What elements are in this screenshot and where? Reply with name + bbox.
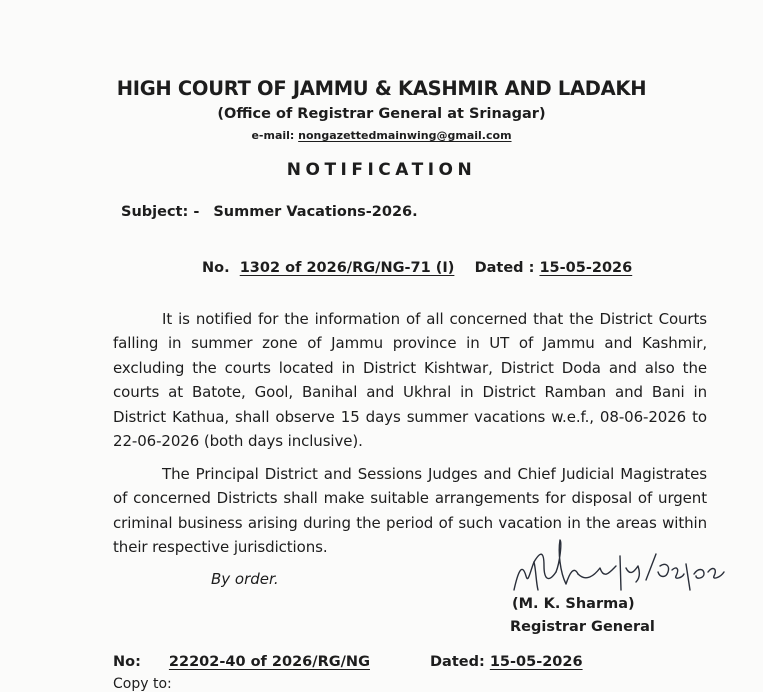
copy-to-label: Copy to: [113, 676, 172, 692]
subject-line [121, 204, 418, 220]
email-label: e-mail: [251, 129, 295, 142]
footer-dated-label: Dated: [430, 654, 485, 670]
subject-label: Subject: - [121, 204, 200, 220]
footer-date-line [430, 654, 583, 670]
footer-no-value: 22202-40 of 2026/RG/NG [168, 654, 370, 670]
signatory-name: (M. K. Sharma) [512, 596, 635, 612]
reference-no-value: 1302 of 2026/RG/NG-71 (I) [239, 260, 455, 276]
email-line [0, 129, 763, 142]
body-paragraph-2: The Principal District and Sessions Judges and Chief Judicial Magistrates of concerned Districts shall make suitable arrangements for disposal of urgent criminal business arising during the period of such vacation in the areas within their respective jurisdictions. [113, 465, 707, 557]
footer-dated-value: 15-05-2026 [489, 654, 583, 670]
footer-no-label: No: [113, 654, 141, 670]
signatory-designation: Registrar General [510, 619, 655, 635]
by-order-text: By order. [211, 570, 279, 588]
reference-line [202, 260, 632, 276]
footer-number-line [113, 654, 370, 670]
reference-no-label: No. [202, 260, 230, 276]
office-subtitle: (Office of Registrar General at Srinagar) [217, 106, 546, 122]
notification-heading: NOTIFICATION [286, 160, 477, 180]
court-title: HIGH COURT OF JAMMU & KASHMIR AND LADAKH [116, 77, 647, 100]
body-paragraph-1: It is notified for the information of all concerned that the District Courts falling in summer zone of Jammu province in UT of Jammu and Kashmir, excluding the courts located in District Kishtwar, District Doda and also the courts at Batote, Gool, Banihal and Ukhral in District Ramban and Bani in District Kathua, shall observe 15 days summer vacations w.e.f., 08-06-2026 to 22-06-2026 (both days inclusive). [113, 310, 707, 451]
email-address: nongazettedmainwing@gmail.com [298, 129, 512, 142]
reference-dated-label: Dated : [474, 260, 535, 276]
subject-text: Summer Vacations-2026. [213, 204, 418, 220]
reference-dated-value: 15-05-2026 [539, 260, 633, 276]
